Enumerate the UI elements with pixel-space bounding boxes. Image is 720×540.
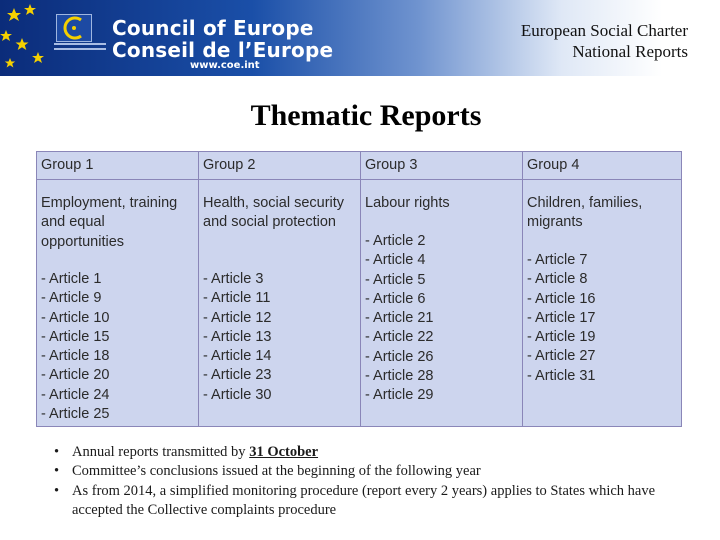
- article-list: [365, 232, 434, 406]
- note-item: [54, 443, 704, 462]
- article-item: - Article 27: [527, 348, 596, 365]
- group-label: Group 2: [203, 157, 256, 173]
- bullet-icon: •: [54, 482, 60, 499]
- group-column-1: [37, 152, 198, 426]
- group-column-4: [523, 152, 681, 426]
- article-item: - Article 9: [41, 290, 102, 307]
- article-item: - Article 7: [527, 252, 588, 268]
- header-title-line2: National Reports: [572, 42, 688, 61]
- group-theme: Employment, training and equal opportunities: [41, 195, 178, 250]
- article-item: - Article 16: [527, 290, 596, 307]
- article-item: - Article 21: [365, 310, 434, 327]
- note-item: [54, 482, 704, 521]
- header-title: [521, 20, 688, 62]
- note-text: Annual reports transmitted by: [72, 444, 250, 460]
- article-item: - Article 29: [365, 387, 434, 404]
- article-item: - Article 23: [203, 367, 272, 384]
- article-item: - Article 25: [41, 406, 110, 423]
- note-text: Committee’s conclusions issued at the beginning of the following year: [72, 463, 481, 480]
- article-item: - Article 18: [41, 348, 110, 365]
- article-item: - Article 5: [365, 271, 426, 288]
- logo-caption-lines: [54, 43, 106, 57]
- article-item: - Article 12: [203, 309, 272, 326]
- article-item: - Article 6: [365, 290, 426, 307]
- article-item: - Article 4: [365, 252, 426, 269]
- article-item: - Article 22: [365, 329, 434, 346]
- org-name-fr: Conseil de l’Europe: [112, 38, 334, 62]
- page-title: Thematic Reports: [250, 99, 482, 132]
- group-theme: Children, families, migrants: [527, 195, 643, 231]
- article-item: - Article 26: [365, 348, 434, 365]
- bullet-icon: •: [54, 463, 60, 480]
- group-label: Group 4: [527, 157, 580, 173]
- note-item: [54, 462, 704, 481]
- article-item: - Article 14: [203, 348, 272, 365]
- article-item: - Article 17: [527, 309, 596, 326]
- article-list: [527, 251, 596, 386]
- article-list: [41, 270, 110, 424]
- article-item: - Article 3: [203, 271, 264, 287]
- article-item: - Article 31: [527, 367, 596, 384]
- group-theme: Health, social security and social protection: [203, 195, 345, 231]
- article-item: - Article 30: [203, 386, 272, 403]
- article-item: - Article 13: [203, 328, 272, 345]
- article-item: - Article 19: [527, 329, 596, 346]
- article-item: - Article 28: [365, 368, 434, 385]
- group-label: Group 3: [365, 157, 418, 173]
- groups-table: [36, 151, 682, 427]
- notes-list: [54, 443, 704, 520]
- deadline-date: 31 October: [249, 444, 319, 460]
- note-text: As from 2014, a simplified monitoring procedure (report every 2 years) applies to States which have accepted the Collective complaints procedure: [72, 482, 656, 518]
- org-name-en: Council of Europe: [112, 16, 314, 40]
- article-item: - Article 15: [41, 328, 110, 345]
- group-column-2: [199, 152, 360, 426]
- article-item: - Article 11: [203, 290, 271, 307]
- article-item: - Article 20: [41, 367, 110, 384]
- article-item: - Article 10: [41, 309, 110, 326]
- article-item: - Article 8: [527, 271, 588, 288]
- council-of-europe-logo-icon: [56, 14, 92, 42]
- org-url: www.coe.int: [190, 60, 260, 71]
- group-theme: Labour rights: [365, 195, 450, 211]
- article-item: - Article 24: [41, 386, 110, 403]
- article-item: - Article 2: [365, 233, 426, 249]
- group-column-3: [361, 152, 522, 426]
- article-list: [203, 270, 272, 405]
- header-title-line1: European Social Charter: [520, 21, 688, 40]
- group-label: Group 1: [41, 157, 94, 173]
- bullet-icon: •: [54, 444, 60, 460]
- article-item: - Article 1: [41, 271, 102, 287]
